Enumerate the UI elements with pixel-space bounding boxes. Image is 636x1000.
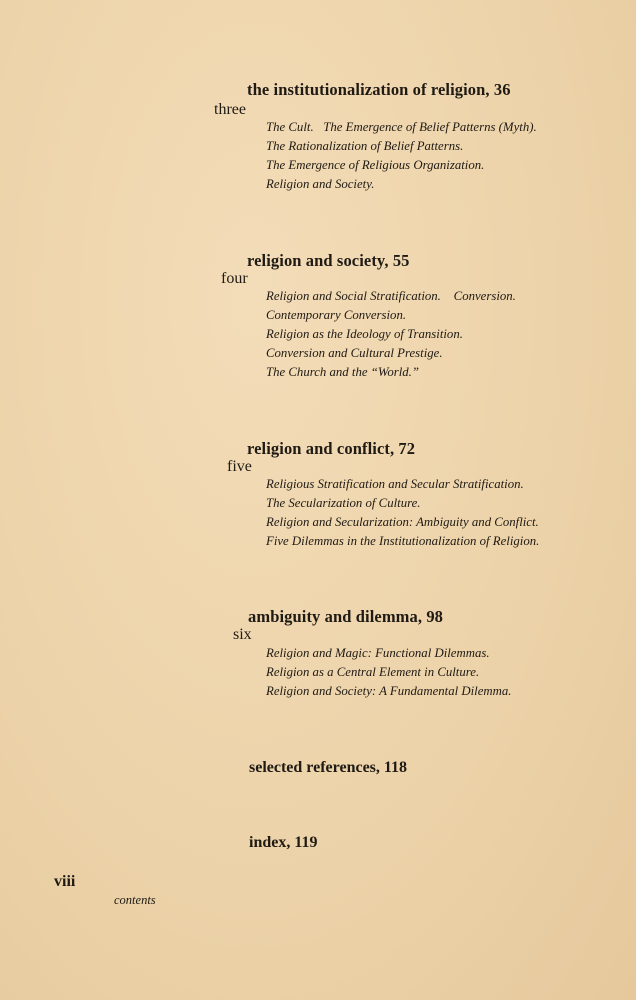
- section-entry: Religion and Society.: [266, 177, 375, 191]
- section-entry: Conversion and Cultural Prestige.: [266, 346, 443, 360]
- chapter-number: six: [233, 626, 252, 643]
- section-list: [266, 118, 537, 194]
- chapter-number: three: [214, 101, 246, 118]
- section-entry: The Emergence of Religious Organization.: [266, 158, 485, 172]
- section-list: [266, 475, 539, 551]
- section-entry: The Cult. The Emergence of Belief Patterns (Myth).: [266, 120, 537, 134]
- chapter-number: five: [227, 458, 252, 475]
- section-entry: Religion and Magic: Functional Dilemmas.: [266, 646, 490, 660]
- section-entry: Religion as the Ideology of Transition.: [266, 327, 463, 341]
- section-entry: Religion and Secularization: Ambiguity and Conflict.: [266, 515, 539, 529]
- index-entry: index, 119: [249, 834, 318, 851]
- page-number: viii: [54, 873, 76, 890]
- chapter-title: religion and society, 55: [247, 251, 410, 270]
- section-entry: Contemporary Conversion.: [266, 308, 407, 322]
- section-entry: Religious Stratification and Secular Stratification.: [266, 477, 524, 491]
- running-head: contents: [114, 893, 156, 907]
- section-entry: The Secularization of Culture.: [266, 496, 421, 510]
- chapter-number: four: [221, 270, 248, 287]
- chapter-title: the institutionalization of religion, 36: [247, 80, 511, 99]
- section-list: [266, 287, 516, 382]
- section-list: [266, 644, 511, 701]
- section-entry: Five Dilemmas in the Institutionalization of Religion.: [266, 534, 540, 548]
- section-entry: Religion and Society: A Fundamental Dilemma.: [266, 684, 512, 698]
- section-entry: The Church and the “World.”: [266, 365, 419, 379]
- section-entry: Religion as a Central Element in Culture.: [266, 665, 480, 679]
- references-entry: selected references, 118: [249, 759, 408, 776]
- chapter-title: religion and conflict, 72: [247, 439, 416, 458]
- section-entry: Religion and Social Stratification. Conversion.: [266, 289, 516, 303]
- chapter-title: ambiguity and dilemma, 98: [248, 607, 444, 626]
- section-entry: The Rationalization of Belief Patterns.: [266, 139, 464, 153]
